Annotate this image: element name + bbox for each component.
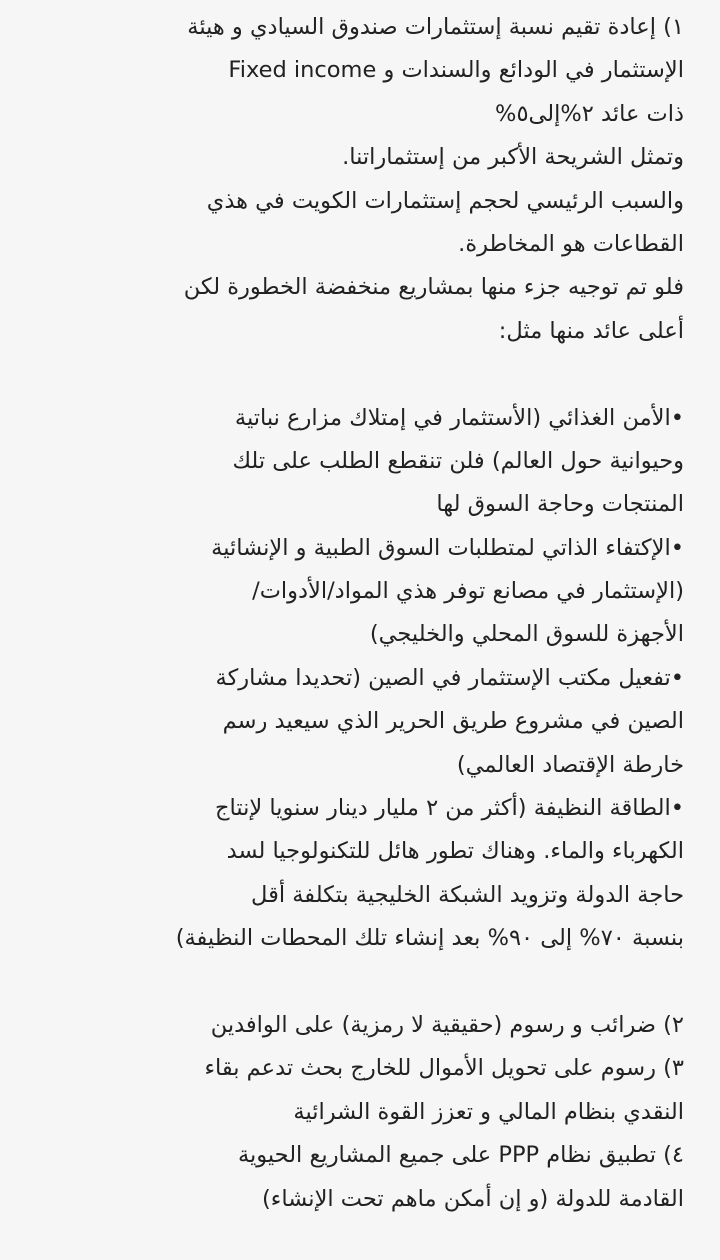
bullet-clean-energy (58, 787, 684, 961)
blank-line (58, 961, 684, 1004)
text-line: •الطاقة النظيفة (أكثر من ٢ مليار دينار سنويا لإنتاج (215, 795, 684, 822)
text-line: أعلى عائد منها مثل: (498, 317, 684, 344)
text-line: بنسبة ٧٠% إلى ٩٠% بعد إنشاء تلك المحطات النظيفة) (175, 925, 684, 952)
text-line: والسبب الرئيسي لحجم إستثمارات الكويت في هذي (206, 187, 684, 214)
text-line: •تفعيل مكتب الإستثمار في الصين (تحديدا مشاركة (215, 664, 684, 691)
text-line: خارطة الإقتصاد العالمي) (456, 751, 684, 778)
text-line: فلو تم توجيه جزء منها بمشاريع منخفضة الخطورة لكن (183, 274, 684, 301)
blank-line (58, 353, 684, 396)
text-line: وتمثل الشريحة الأكبر من إستثماراتنا. (342, 144, 684, 171)
text-line: ٢) ضرائب و رسوم (حقيقية لا رمزية) على الوافدين (210, 1011, 684, 1038)
item-3-transfer-fees (58, 1047, 684, 1134)
text-line: ٣) رسوم على تحويل الأموال للخارج بحث تدعم بقاء (204, 1055, 684, 1082)
text-line: الصين في مشروع طريق الحرير الذي سيعيد رسم (222, 708, 684, 735)
text-line: (الإستثمار في مصانع توفر هذي المواد/الأدوات/ (252, 578, 684, 605)
text-line: ٤) تطبيق نظام PPP على جميع المشاريع الحيوية (237, 1142, 684, 1169)
text-line: القادمة للدولة (و إن أمكن ماهم تحت الإنشاء) (262, 1185, 684, 1212)
paragraph-1 (58, 6, 684, 353)
text-line: النقدي بنظام المالي و تعزز القوة الشرائية (293, 1098, 684, 1125)
text-line: المنتجات وحاجة السوق لها (436, 491, 684, 518)
text-line: •الإكتفاء الذاتي لمتطلبات السوق الطبية و الإنشائية (211, 534, 684, 561)
item-4-ppp (58, 1134, 684, 1221)
bullet-food-security (58, 397, 684, 527)
text-line: وحيوانية حول العالم) فلن تنقطع الطلب على تلك (232, 447, 684, 474)
text-line: ١) إعادة تقيم نسبة إستثمارات صندوق السيادي و هيئة (187, 14, 684, 40)
bullet-self-sufficiency (58, 527, 684, 657)
text-line: الإستثمار في الودائع والسندات و Fixed income (228, 57, 684, 84)
text-line: ذات عائد ٢%إلى٥% (495, 100, 684, 127)
item-2-taxes (58, 1004, 684, 1047)
text-line: الكهرباء والماء. وهناك تطور هائل للتكنولوجيا لسد (226, 838, 684, 865)
text-line: حاجة الدولة وتزويد الشبكة الخليجية بتكلفة أقل (251, 881, 684, 908)
text-line: الأجهزة للسوق المحلي والخليجي) (369, 621, 684, 648)
text-line: •الأمن الغذائي (الأستثمار في إمتلاك مزارع نباتية (234, 404, 684, 431)
text-line: القطاعات هو المخاطرة. (458, 230, 684, 257)
bullet-china-office (58, 657, 684, 787)
